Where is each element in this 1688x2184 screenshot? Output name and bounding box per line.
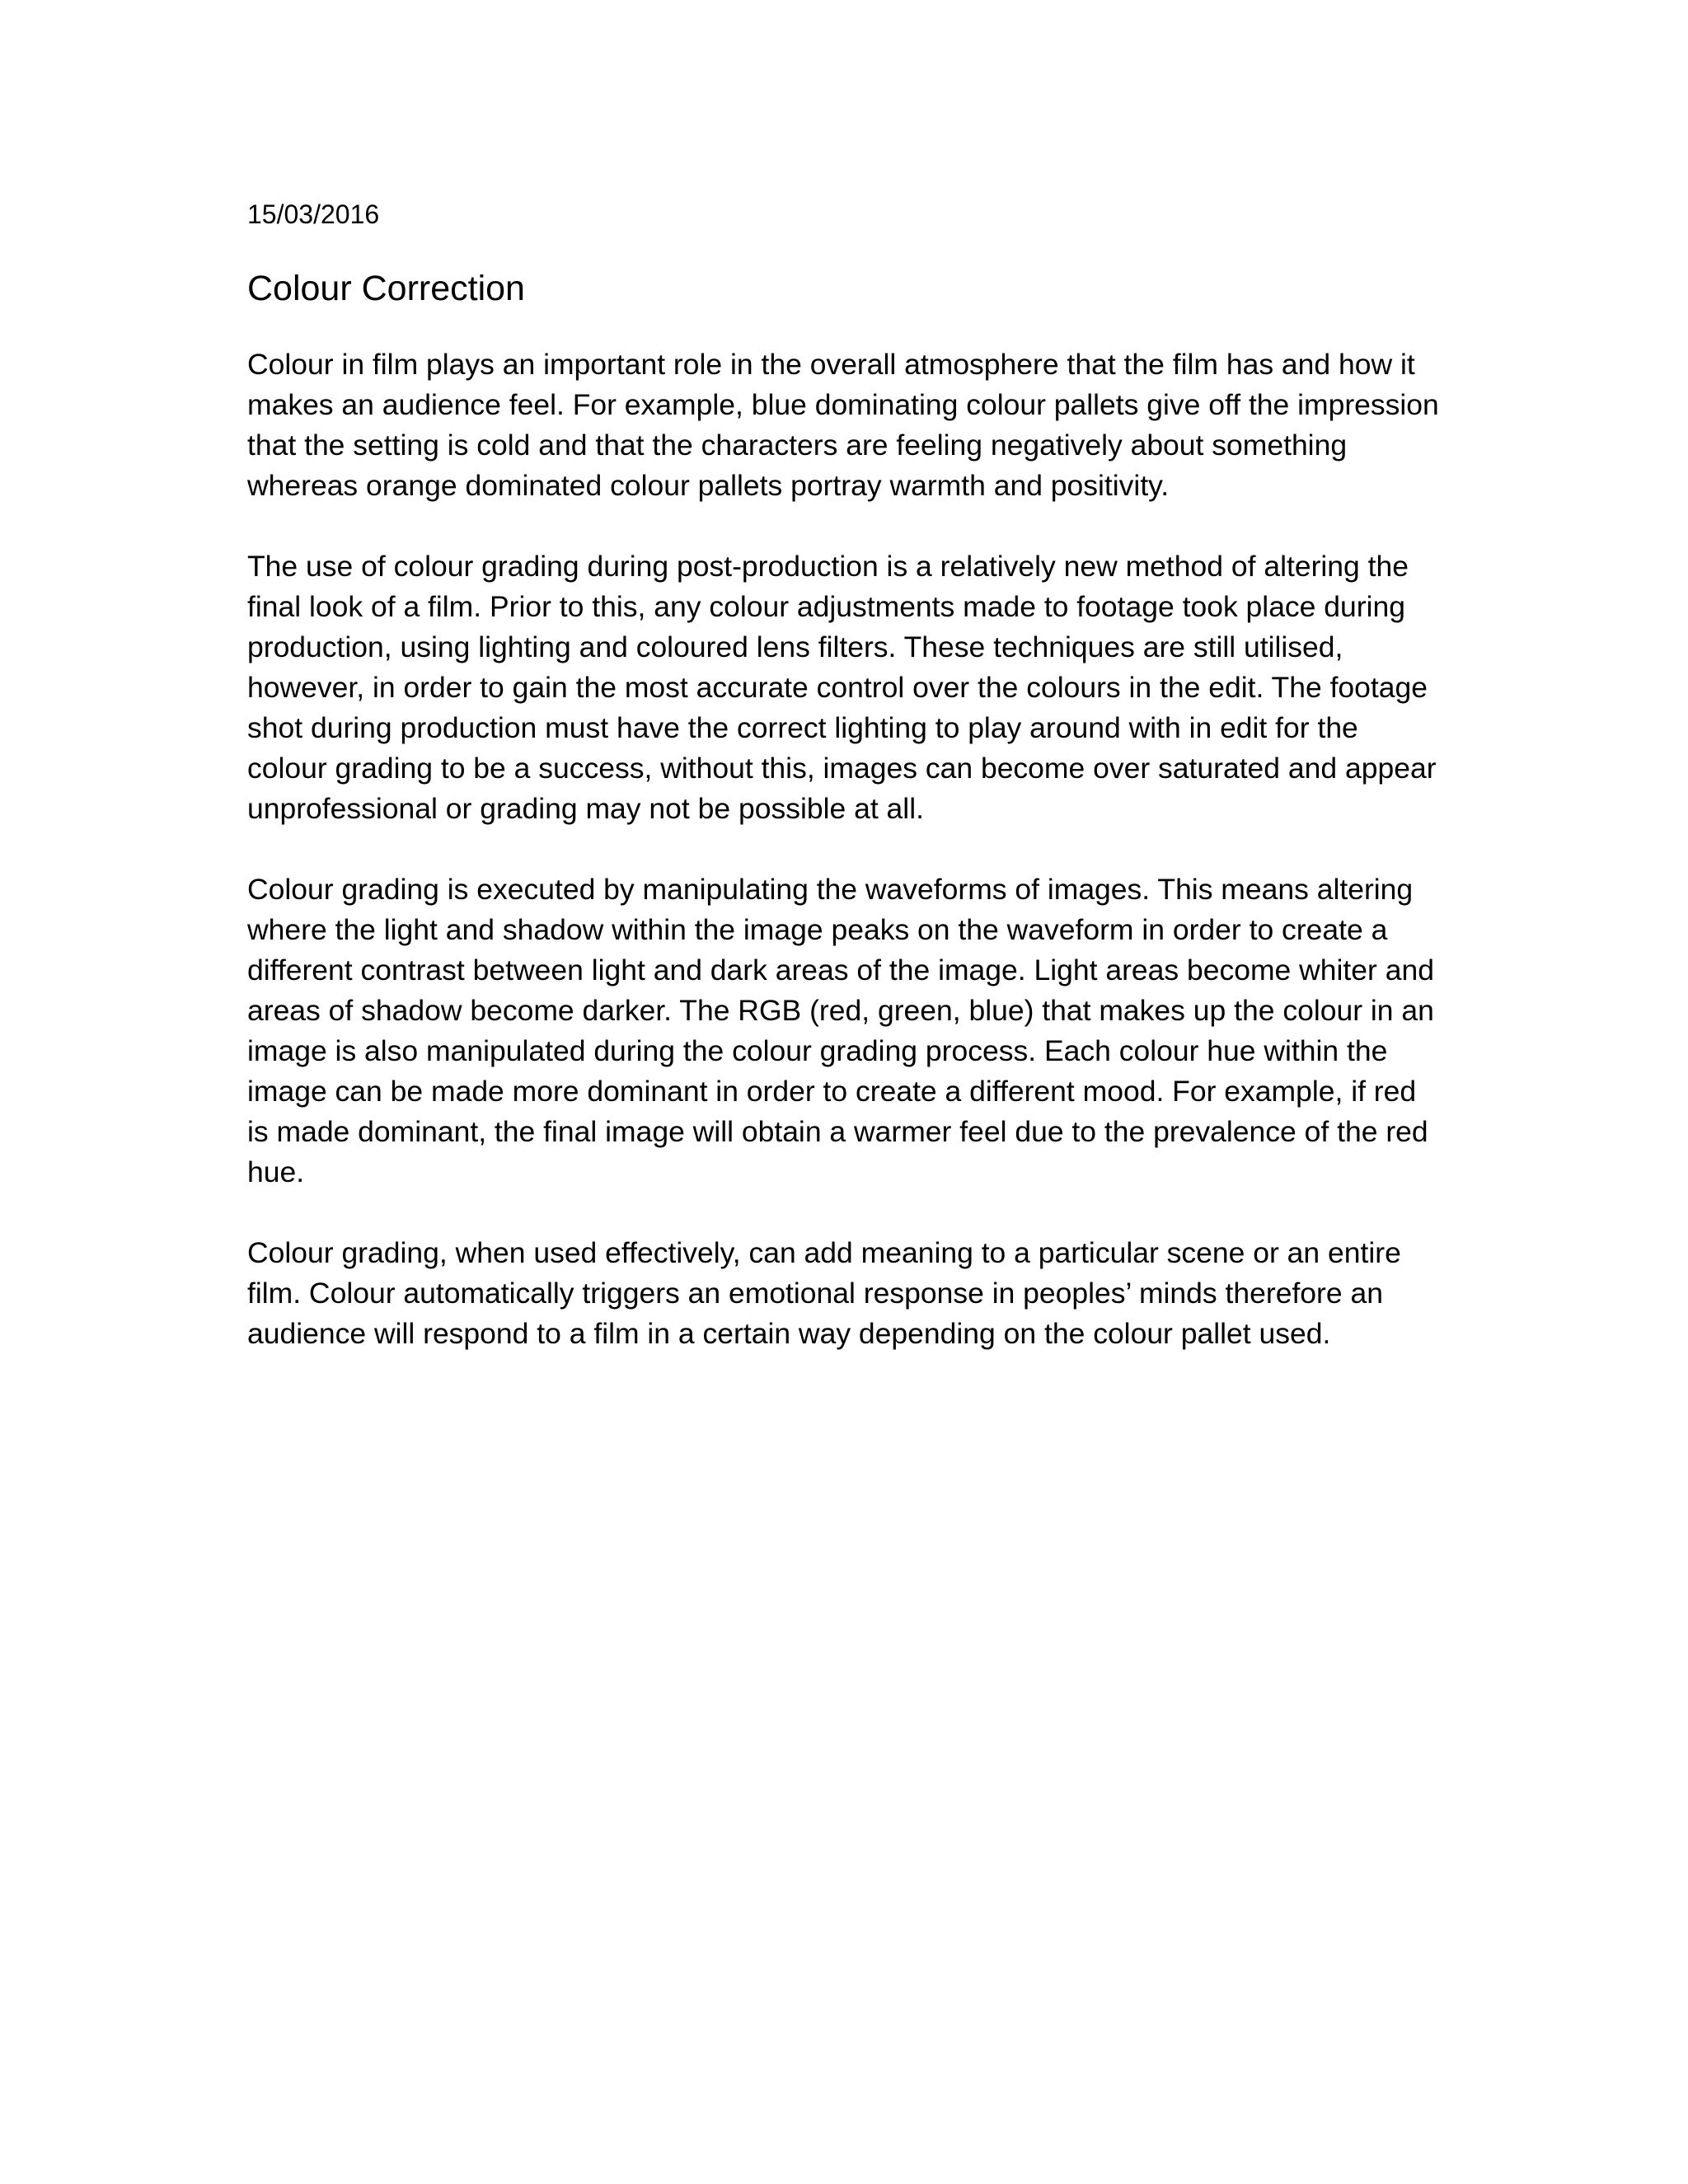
document-date: 15/03/2016 — [247, 199, 380, 229]
paragraph-1: Colour in film plays an important role in the overall atmosphere that the film has and how it makes an audience feel. For example, blue dominating colour pallets give off the impression that the setting is cold and that the characters are feeling negatively about something whereas orange dominated colour pallets portray warmth and positivity. — [247, 348, 1439, 502]
paragraph-2: The use of colour grading during post-production is a relatively new method of altering the final look of a film. Prior to this, any colour adjustments made to footage took place during production, using lighting and coloured lens filters. These techniques are still utilised, however, in order to gain the most accurate control over the colours in the edit. The footage shot during production must have the correct lighting to play around with in edit for the colour grading to be a success, without this, images can become over saturated and appear unprofessional or grading may not be possible at all. — [247, 550, 1437, 825]
document-body — [247, 196, 1442, 1354]
paragraph-3: Colour grading is executed by manipulating the waveforms of images. This means altering where the light and shadow within the image peaks on the waveform in order to create a different contrast between light and dark areas of the image. Light areas become whiter and areas of shadow become darker. The RGB (red, green, blue) that makes up the colour in an image is also manipulated during the colour grading process. Each colour hue within the image can be made more dominant in order to create a different mood. For example, if red is made dominant, the final image will obtain a warmer feel due to the prevalence of the red hue. — [247, 873, 1434, 1188]
document-title: Colour Correction — [247, 269, 525, 308]
paragraph-4: Colour grading, when used effectively, can add meaning to a particular scene or an entire film. Colour automatically triggers an emotional response in peoples’ minds therefore an audience will respond to a film in a certain way depending on the colour pallet used. — [247, 1236, 1401, 1350]
